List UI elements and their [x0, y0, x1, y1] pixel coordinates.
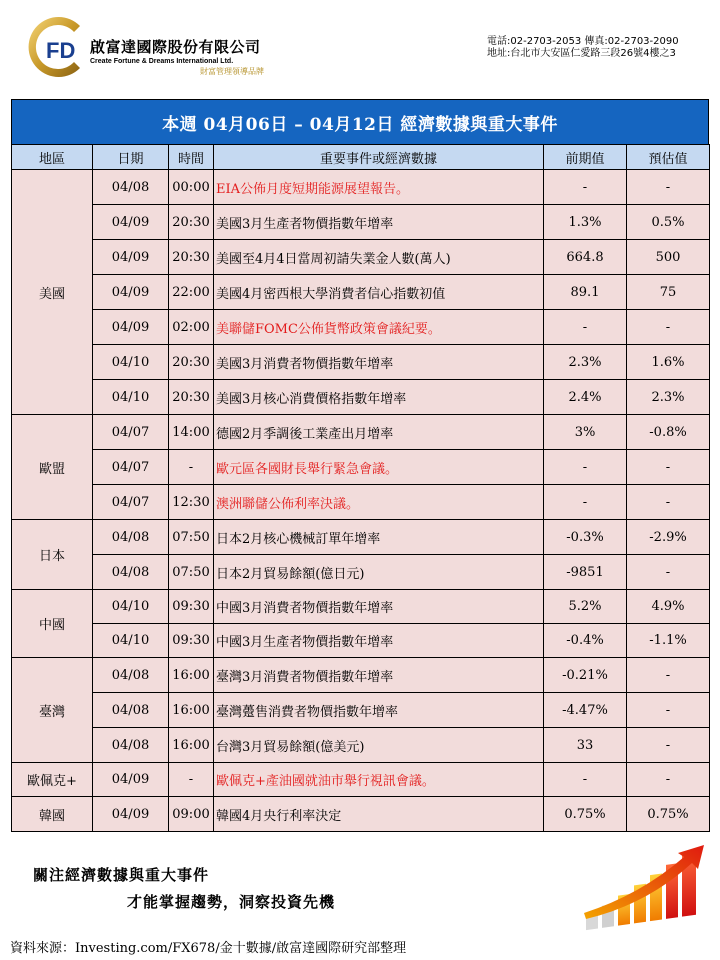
- table-row: [12, 485, 710, 520]
- table-row: [12, 624, 710, 658]
- time-cell: 20:30: [169, 380, 214, 415]
- company-info: [90, 36, 264, 77]
- date-cell: 04/09: [93, 205, 169, 240]
- event-cell: 美國至4月4日當周初請失業金人數(萬人): [214, 240, 544, 275]
- region-cell: 歐盟: [12, 415, 93, 520]
- header-date: 日期: [93, 145, 169, 170]
- time-cell: 12:30: [169, 485, 214, 520]
- date-cell: 04/10: [93, 345, 169, 380]
- previous-value-cell: 89.1: [544, 275, 627, 310]
- forecast-value-cell: -: [627, 763, 710, 797]
- forecast-value-cell: -: [627, 658, 710, 693]
- table-row: [12, 590, 710, 624]
- time-cell: 14:00: [169, 415, 214, 450]
- time-cell: 07:50: [169, 555, 214, 590]
- event-cell: 日本2月核心機械訂單年增率: [214, 520, 544, 555]
- contact-info: [487, 36, 679, 60]
- table-row: [12, 763, 710, 797]
- forecast-value-cell: -: [627, 170, 710, 205]
- time-cell: 09:30: [169, 624, 214, 658]
- table-row: [12, 728, 710, 763]
- time-cell: 16:00: [169, 728, 214, 763]
- date-cell: 04/08: [93, 170, 169, 205]
- previous-value-cell: -: [544, 450, 627, 485]
- previous-value-cell: 664.8: [544, 240, 627, 275]
- data-source: 資料來源：Investing.com/FX678/金十數據/啟富達國際研究部整理: [10, 941, 407, 956]
- table-row: [12, 415, 710, 450]
- previous-value-cell: 3%: [544, 415, 627, 450]
- table-row: [12, 170, 710, 205]
- table-row: [12, 520, 710, 555]
- forecast-value-cell: -: [627, 555, 710, 590]
- date-cell: 04/10: [93, 624, 169, 658]
- previous-value-cell: -0.3%: [544, 520, 627, 555]
- forecast-value-cell: -: [627, 450, 710, 485]
- forecast-value-cell: 2.3%: [627, 380, 710, 415]
- table-row: [12, 555, 710, 590]
- phone-fax: 電話:02-2703-2053 傳真:02-2703-2090: [487, 36, 679, 47]
- header-forecast: 預估值: [627, 145, 710, 170]
- forecast-value-cell: 75: [627, 275, 710, 310]
- forecast-value-cell: 0.5%: [627, 205, 710, 240]
- date-cell: 04/07: [93, 450, 169, 485]
- event-cell: EIA公佈月度短期能源展望報告。: [214, 170, 544, 205]
- header-time: 時間: [169, 145, 214, 170]
- previous-value-cell: -4.47%: [544, 693, 627, 728]
- table-row: [12, 205, 710, 240]
- address: 地址:台北市大安區仁愛路三段26號4樓之3: [487, 48, 676, 59]
- event-cell: 台灣3月貿易餘額(億美元): [214, 728, 544, 763]
- forecast-value-cell: -: [627, 485, 710, 520]
- event-cell: 臺灣躉售消費者物價指數年增率: [214, 693, 544, 728]
- time-cell: 07:50: [169, 520, 214, 555]
- footer-slogan-line2: 才能掌握趨勢，洞察投資先機: [127, 893, 336, 911]
- time-cell: 20:30: [169, 240, 214, 275]
- time-cell: 09:00: [169, 797, 214, 832]
- table-row: [12, 345, 710, 380]
- region-cell: 日本: [12, 520, 93, 590]
- company-slogan: 財富管理領導品牌: [200, 67, 264, 76]
- table-row: [12, 450, 710, 485]
- time-cell: 00:00: [169, 170, 214, 205]
- date-cell: 04/10: [93, 380, 169, 415]
- region-cell: 中國: [12, 590, 93, 658]
- svg-text:FD: FD: [46, 38, 76, 63]
- forecast-value-cell: 500: [627, 240, 710, 275]
- events-table: [11, 144, 710, 832]
- previous-value-cell: 5.2%: [544, 590, 627, 624]
- time-cell: 20:30: [169, 345, 214, 380]
- event-cell: 澳洲聯儲公佈利率決議。: [214, 485, 544, 520]
- previous-value-cell: -0.21%: [544, 658, 627, 693]
- table-row: [12, 797, 710, 832]
- table-row: [12, 658, 710, 693]
- event-cell: 美國3月消費者物價指數年增率: [214, 345, 544, 380]
- date-cell: 04/09: [93, 275, 169, 310]
- previous-value-cell: -: [544, 763, 627, 797]
- forecast-value-cell: -1.1%: [627, 624, 710, 658]
- previous-value-cell: 2.3%: [544, 345, 627, 380]
- table-row: [12, 693, 710, 728]
- forecast-value-cell: -0.8%: [627, 415, 710, 450]
- date-cell: 04/07: [93, 485, 169, 520]
- table-body: [12, 170, 710, 832]
- table-row: [12, 240, 710, 275]
- events-table-container: [11, 99, 709, 832]
- time-cell: -: [169, 763, 214, 797]
- table-header-row: [12, 145, 710, 170]
- company-logo-icon: [22, 12, 92, 82]
- header-event: 重要事件或經濟數據: [214, 145, 544, 170]
- event-cell: 美國3月生產者物價指數年增率: [214, 205, 544, 240]
- company-name: 啟富達國際股份有限公司: [90, 38, 261, 56]
- table-row: [12, 310, 710, 345]
- date-cell: 04/08: [93, 693, 169, 728]
- event-cell: 歐元區各國財長舉行緊急會議。: [214, 450, 544, 485]
- table-row: [12, 380, 710, 415]
- forecast-value-cell: 4.9%: [627, 590, 710, 624]
- previous-value-cell: 2.4%: [544, 380, 627, 415]
- time-cell: 16:00: [169, 693, 214, 728]
- previous-value-cell: 33: [544, 728, 627, 763]
- event-cell: 日本2月貿易餘額(億日元): [214, 555, 544, 590]
- date-cell: 04/09: [93, 763, 169, 797]
- date-cell: 04/09: [93, 240, 169, 275]
- table-title: 本週 04月06日 – 04月12日 經濟數據與重大事件: [11, 99, 709, 144]
- previous-value-cell: 1.3%: [544, 205, 627, 240]
- previous-value-cell: 0.75%: [544, 797, 627, 832]
- event-cell: 韓國4月央行利率決定: [214, 797, 544, 832]
- date-cell: 04/08: [93, 555, 169, 590]
- header-region: 地區: [12, 145, 93, 170]
- footer-slogan-line1: 關注經濟數據與重大事件: [33, 866, 210, 884]
- event-cell: 德國2月季調後工業產出月增率: [214, 415, 544, 450]
- date-cell: 04/10: [93, 590, 169, 624]
- previous-value-cell: -: [544, 170, 627, 205]
- forecast-value-cell: -: [627, 693, 710, 728]
- header-previous: 前期值: [544, 145, 627, 170]
- date-cell: 04/08: [93, 728, 169, 763]
- event-cell: 中國3月消費者物價指數年增率: [214, 590, 544, 624]
- event-cell: 美國3月核心消費價格指數年增率: [214, 380, 544, 415]
- region-cell: 美國: [12, 170, 93, 415]
- time-cell: -: [169, 450, 214, 485]
- table-row: [12, 275, 710, 310]
- event-cell: 美國4月密西根大學消費者信心指數初值: [214, 275, 544, 310]
- date-cell: 04/07: [93, 415, 169, 450]
- previous-value-cell: -: [544, 485, 627, 520]
- forecast-value-cell: 0.75%: [627, 797, 710, 832]
- region-cell: 臺灣: [12, 658, 93, 763]
- time-cell: 16:00: [169, 658, 214, 693]
- date-cell: 04/09: [93, 310, 169, 345]
- growth-chart-icon: [580, 843, 712, 935]
- previous-value-cell: -: [544, 310, 627, 345]
- event-cell: 中國3月生產者物價指數年增率: [214, 624, 544, 658]
- date-cell: 04/09: [93, 797, 169, 832]
- time-cell: 20:30: [169, 205, 214, 240]
- forecast-value-cell: -: [627, 728, 710, 763]
- date-cell: 04/08: [93, 520, 169, 555]
- company-name-en: Create Fortune & Dreams International Ltd.: [90, 58, 234, 65]
- region-cell: 歐佩克+: [12, 763, 93, 797]
- previous-value-cell: -0.4%: [544, 624, 627, 658]
- date-cell: 04/08: [93, 658, 169, 693]
- previous-value-cell: -9851: [544, 555, 627, 590]
- time-cell: 09:30: [169, 590, 214, 624]
- time-cell: 02:00: [169, 310, 214, 345]
- forecast-value-cell: -: [627, 310, 710, 345]
- forecast-value-cell: -2.9%: [627, 520, 710, 555]
- event-cell: 歐佩克+產油國就油市舉行視訊會議。: [214, 763, 544, 797]
- region-cell: 韓國: [12, 797, 93, 832]
- event-cell: 美聯儲FOMC公佈貨幣政策會議紀要。: [214, 310, 544, 345]
- event-cell: 臺灣3月消費者物價指數年增率: [214, 658, 544, 693]
- time-cell: 22:00: [169, 275, 214, 310]
- forecast-value-cell: 1.6%: [627, 345, 710, 380]
